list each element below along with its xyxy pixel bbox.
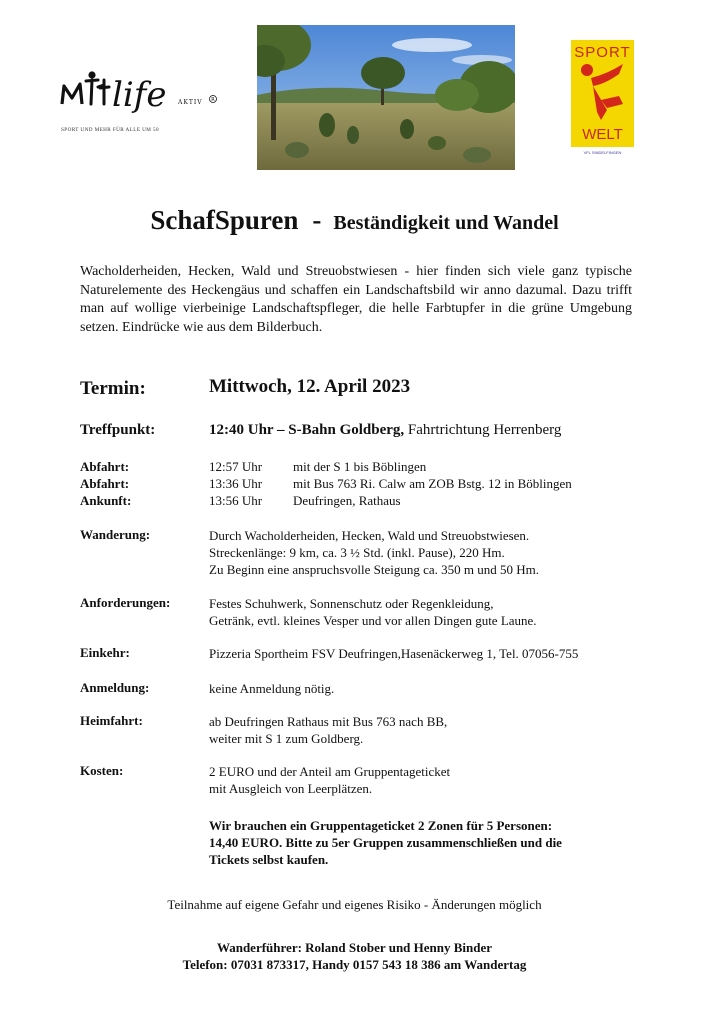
- anmeldung-value: keine Anmeldung nötig.: [209, 681, 335, 696]
- title-dash: -: [312, 205, 322, 235]
- heimfahrt-details: [209, 713, 447, 747]
- heimfahrt-line: ab Deufringen Rathaus mit Bus 763 nach BB,: [209, 714, 448, 729]
- einkehr-value: Pizzeria Sportheim FSV Deufringen,Hasenäckerweg 1, Tel. 07056-755: [209, 646, 579, 661]
- termin-label: Termin:: [80, 378, 146, 399]
- kosten-line: mit Ausgleich von Leerplätzen.: [209, 781, 373, 796]
- schedule-time: 12:57 Uhr: [209, 459, 263, 474]
- schedule-label: Ankunft:: [80, 493, 132, 508]
- mitlife-logo-mark: [52, 64, 232, 126]
- anforderungen-label: Anforderungen:: [80, 595, 171, 610]
- guide-names: Wanderführer: Roland Stober und Henny Binder: [216, 940, 493, 955]
- treffpunkt-value: [209, 422, 561, 439]
- sportwelt-logo-foot: VFL SINDELFINGEN: [571, 147, 634, 158]
- title-subtitle: Beständigkeit und Wandel: [333, 212, 559, 234]
- intro-paragraph: Wacholderheiden, Hecken, Wald und Streuobstwiesen - hier finden sich viele ganz typische Naturelemente des Heckengäus und schaffen ein Landschaftsbild wir anno dazumal. Dazu trifft man auf wollige vierbeinige Landschaftspfleger, die helle Farbtupfer in die grüne Umgebung setzen. Eindrücke wie aus dem Bilderbuch.: [80, 264, 632, 335]
- termin-value: Mittwoch, 12. April 2023: [209, 376, 411, 397]
- svg-text:life: life: [112, 75, 167, 115]
- wanderung-label: Wanderung:: [80, 527, 151, 542]
- treffpunkt-direction: Fahrtrichtung Herrenberg: [404, 422, 562, 438]
- svg-text:AKTIV: AKTIV: [178, 99, 203, 106]
- page-title: [0, 205, 709, 236]
- guide-contact: [0, 939, 709, 973]
- wanderung-line: Zu Beginn eine anspruchsvolle Steigung ca. 350 m und 50 Hm.: [209, 562, 540, 577]
- schedule-time: 13:56 Uhr: [209, 493, 263, 508]
- schedule-label: Abfahrt:: [80, 459, 130, 474]
- sportwelt-logo-bottom: WELT: [582, 126, 623, 143]
- sportwelt-logo: [571, 40, 634, 158]
- schedule-label: Abfahrt:: [80, 476, 130, 491]
- treffpunkt-time-place: 12:40 Uhr – S-Bahn Goldberg,: [209, 422, 405, 438]
- treffpunkt-label: Treffpunkt:: [80, 422, 156, 438]
- ticket-note-line: Tickets selbst kaufen.: [209, 852, 329, 867]
- ticket-note-line: Wir brauchen ein Gruppentageticket 2 Zonen für 5 Personen:: [209, 818, 553, 833]
- wanderung-details: [209, 527, 539, 578]
- kosten-label: Kosten:: [80, 763, 124, 778]
- schedule-text: mit der S 1 bis Böblingen: [293, 459, 427, 474]
- heimfahrt-line: weiter mit S 1 zum Goldberg.: [209, 731, 364, 746]
- anforderungen-details: [209, 595, 537, 629]
- wanderung-line: Durch Wacholderheiden, Hecken, Wald und Streuobstwiesen.: [209, 528, 530, 543]
- schedule-text: Deufringen, Rathaus: [293, 493, 401, 508]
- sportwelt-logo-top: SPORT: [574, 44, 631, 61]
- anmeldung-label: Anmeldung:: [80, 680, 150, 695]
- schedule-time: 13:36 Uhr: [209, 476, 263, 491]
- ticket-note-line: 14,40 EURO. Bitte zu 5er Gruppen zusammenschließen und die: [209, 835, 562, 850]
- kosten-details: [209, 763, 450, 797]
- ticket-note: [209, 817, 562, 868]
- einkehr-label: Einkehr:: [80, 645, 130, 660]
- schedule-text: mit Bus 763 Ri. Calw am ZOB Bstg. 12 in Böblingen: [293, 476, 572, 491]
- mitlife-tagline: SPORT UND MEHR FÜR ALLE UM 50: [61, 127, 159, 133]
- landscape-photo: [257, 25, 515, 170]
- svg-text:R: R: [211, 97, 215, 104]
- mitlife-logo: [52, 64, 232, 146]
- anforderungen-line: Getränk, evtl. kleines Vesper und vor allen Dingen gute Laune.: [209, 613, 537, 628]
- guide-phone: Telefon: 07031 873317, Handy 0157 543 18 386 am Wandertag: [182, 957, 527, 972]
- kosten-line: 2 EURO und der Anteil am Gruppentageticket: [209, 764, 451, 779]
- title-main: SchafSpuren: [150, 205, 299, 235]
- heimfahrt-label: Heimfahrt:: [80, 713, 143, 728]
- wanderung-line: Streckenlänge: 9 km, ca. 3 ½ Std. (inkl. Pause), 220 Hm.: [209, 545, 505, 560]
- disclaimer: Teilnahme auf eigene Gefahr und eigenes Risiko - Änderungen möglich: [167, 897, 542, 912]
- anforderungen-line: Festes Schuhwerk, Sonnenschutz oder Regenkleidung,: [209, 596, 494, 611]
